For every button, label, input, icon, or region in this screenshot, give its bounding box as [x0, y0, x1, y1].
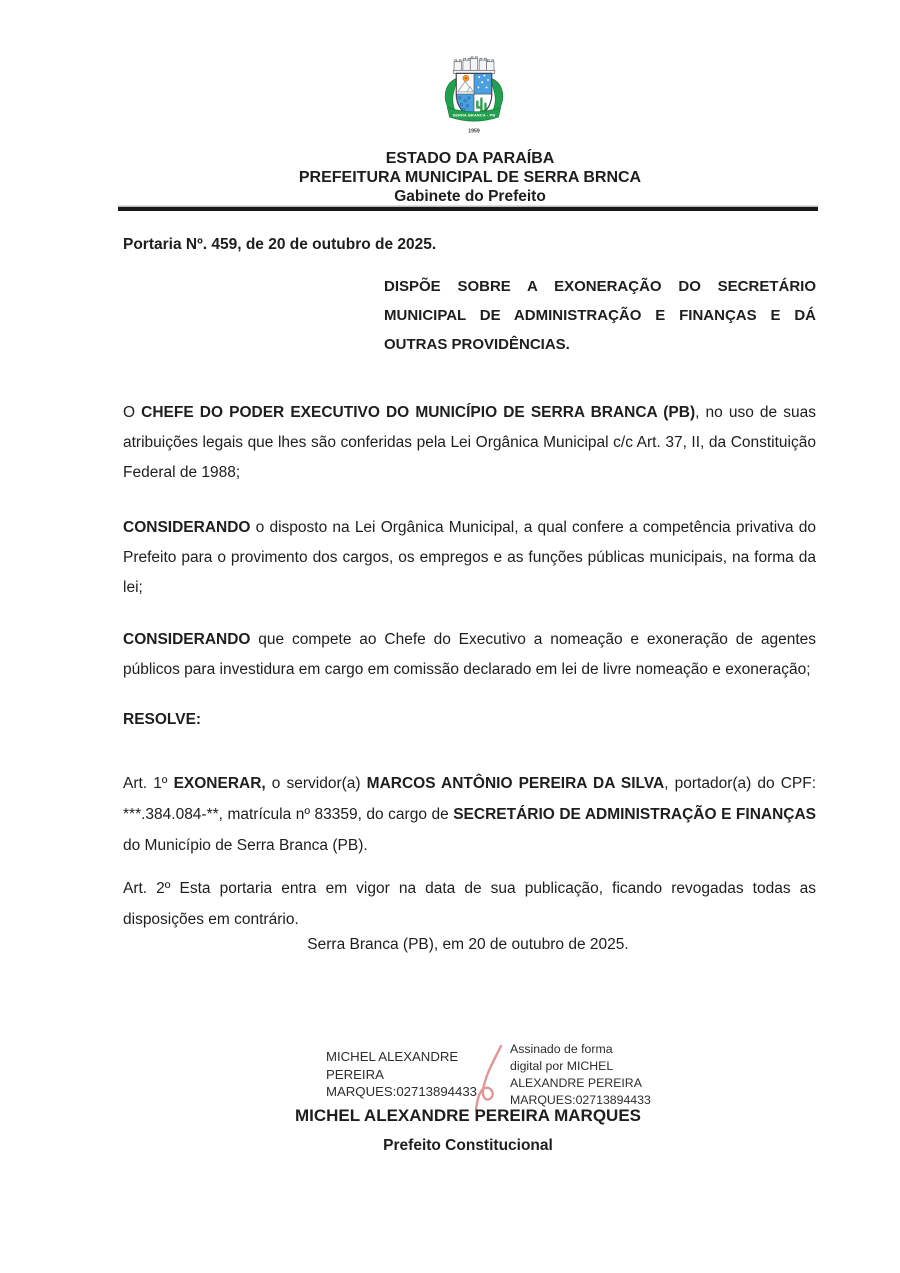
crest-year: 1959 [468, 128, 480, 135]
letterhead-municipality: PREFEITURA MUNICIPAL DE SERRA BRNCA [298, 169, 642, 186]
preamble-paragraph: O CHEFE DO PODER EXECUTIVO DO MUNICÍPIO DE SERRA BRANCA (PB), no uso de suas atribuições legais que lhes são conferidas pela Lei Orgânica Municipal c/c Art. 37, II, da Constituição Federal de 1988; [123, 403, 816, 481]
municipal-crest-icon [437, 54, 511, 149]
portaria-title: Portaria Nº. 459, de 20 de outubro de 2025. [123, 236, 437, 253]
signatory-role: Prefeito Constitucional [383, 1137, 553, 1154]
signatory-name: MICHEL ALEXANDRE PEREIRA MARQUES [294, 1106, 641, 1125]
letterhead-state: ESTADO DA PARAÍBA [385, 150, 555, 167]
stamp-signer-text: MICHEL ALEXANDRE PEREIRA MARQUES:02713894433 [326, 1049, 478, 1099]
letterhead [118, 149, 822, 207]
signature-flourish-icon [472, 1041, 506, 1115]
considering-paragraph-2: CONSIDERANDO que compete ao Chefe do Executivo a nomeação e exoneração de agentes públicos para investidura em cargo em comissão declarado em lei de livre nomeação e exoneração; [123, 630, 816, 678]
crest-banner-text: SERRA BRANCA - PB [452, 113, 496, 118]
digital-signature-stamp [326, 1041, 660, 1115]
header-divider [118, 207, 818, 211]
article-1-paragraph: Art. 1º EXONERAR, o servidor(a) MARCOS ANTÔNIO PEREIRA DA SILVA, portador(a) do CPF: ***.384.084-**, matrícula nº 83359, do cargo de SECRETÁRIO DE ADMINISTRAÇÃO E FINANÇAS do Município de Serra Branca (PB). [123, 774, 816, 854]
resolve-heading: RESOLVE: [123, 711, 202, 728]
stamp-attestation-text: Assinado de forma digital por MICHEL ALEXANDRE PEREIRA MARQUES:02713894433 [510, 1042, 651, 1107]
crest-crown [453, 57, 494, 74]
article-2-paragraph: Art. 2º Esta portaria entra em vigor na data de sua publicação, ficando revogadas todas as disposições em contrário. [123, 879, 816, 928]
letterhead-office: Gabinete do Prefeito [394, 188, 546, 205]
dateline: Serra Branca (PB), em 20 de outubro de 2025. [307, 936, 629, 953]
considering-paragraph-1: CONSIDERANDO o disposto na Lei Orgânica Municipal, a qual confere a competência privativa do Prefeito para o provimento dos cargos, os empregos e as funções públicas municipais, na forma da lei; [123, 518, 816, 596]
epigraph: DISPÕE SOBRE A EXONERAÇÃO DO SECRETÁRIO MUNICIPAL DE ADMINISTRAÇÃO E FINANÇAS E DÁ OUTRAS PROVIDÊNCIAS. [384, 278, 816, 353]
